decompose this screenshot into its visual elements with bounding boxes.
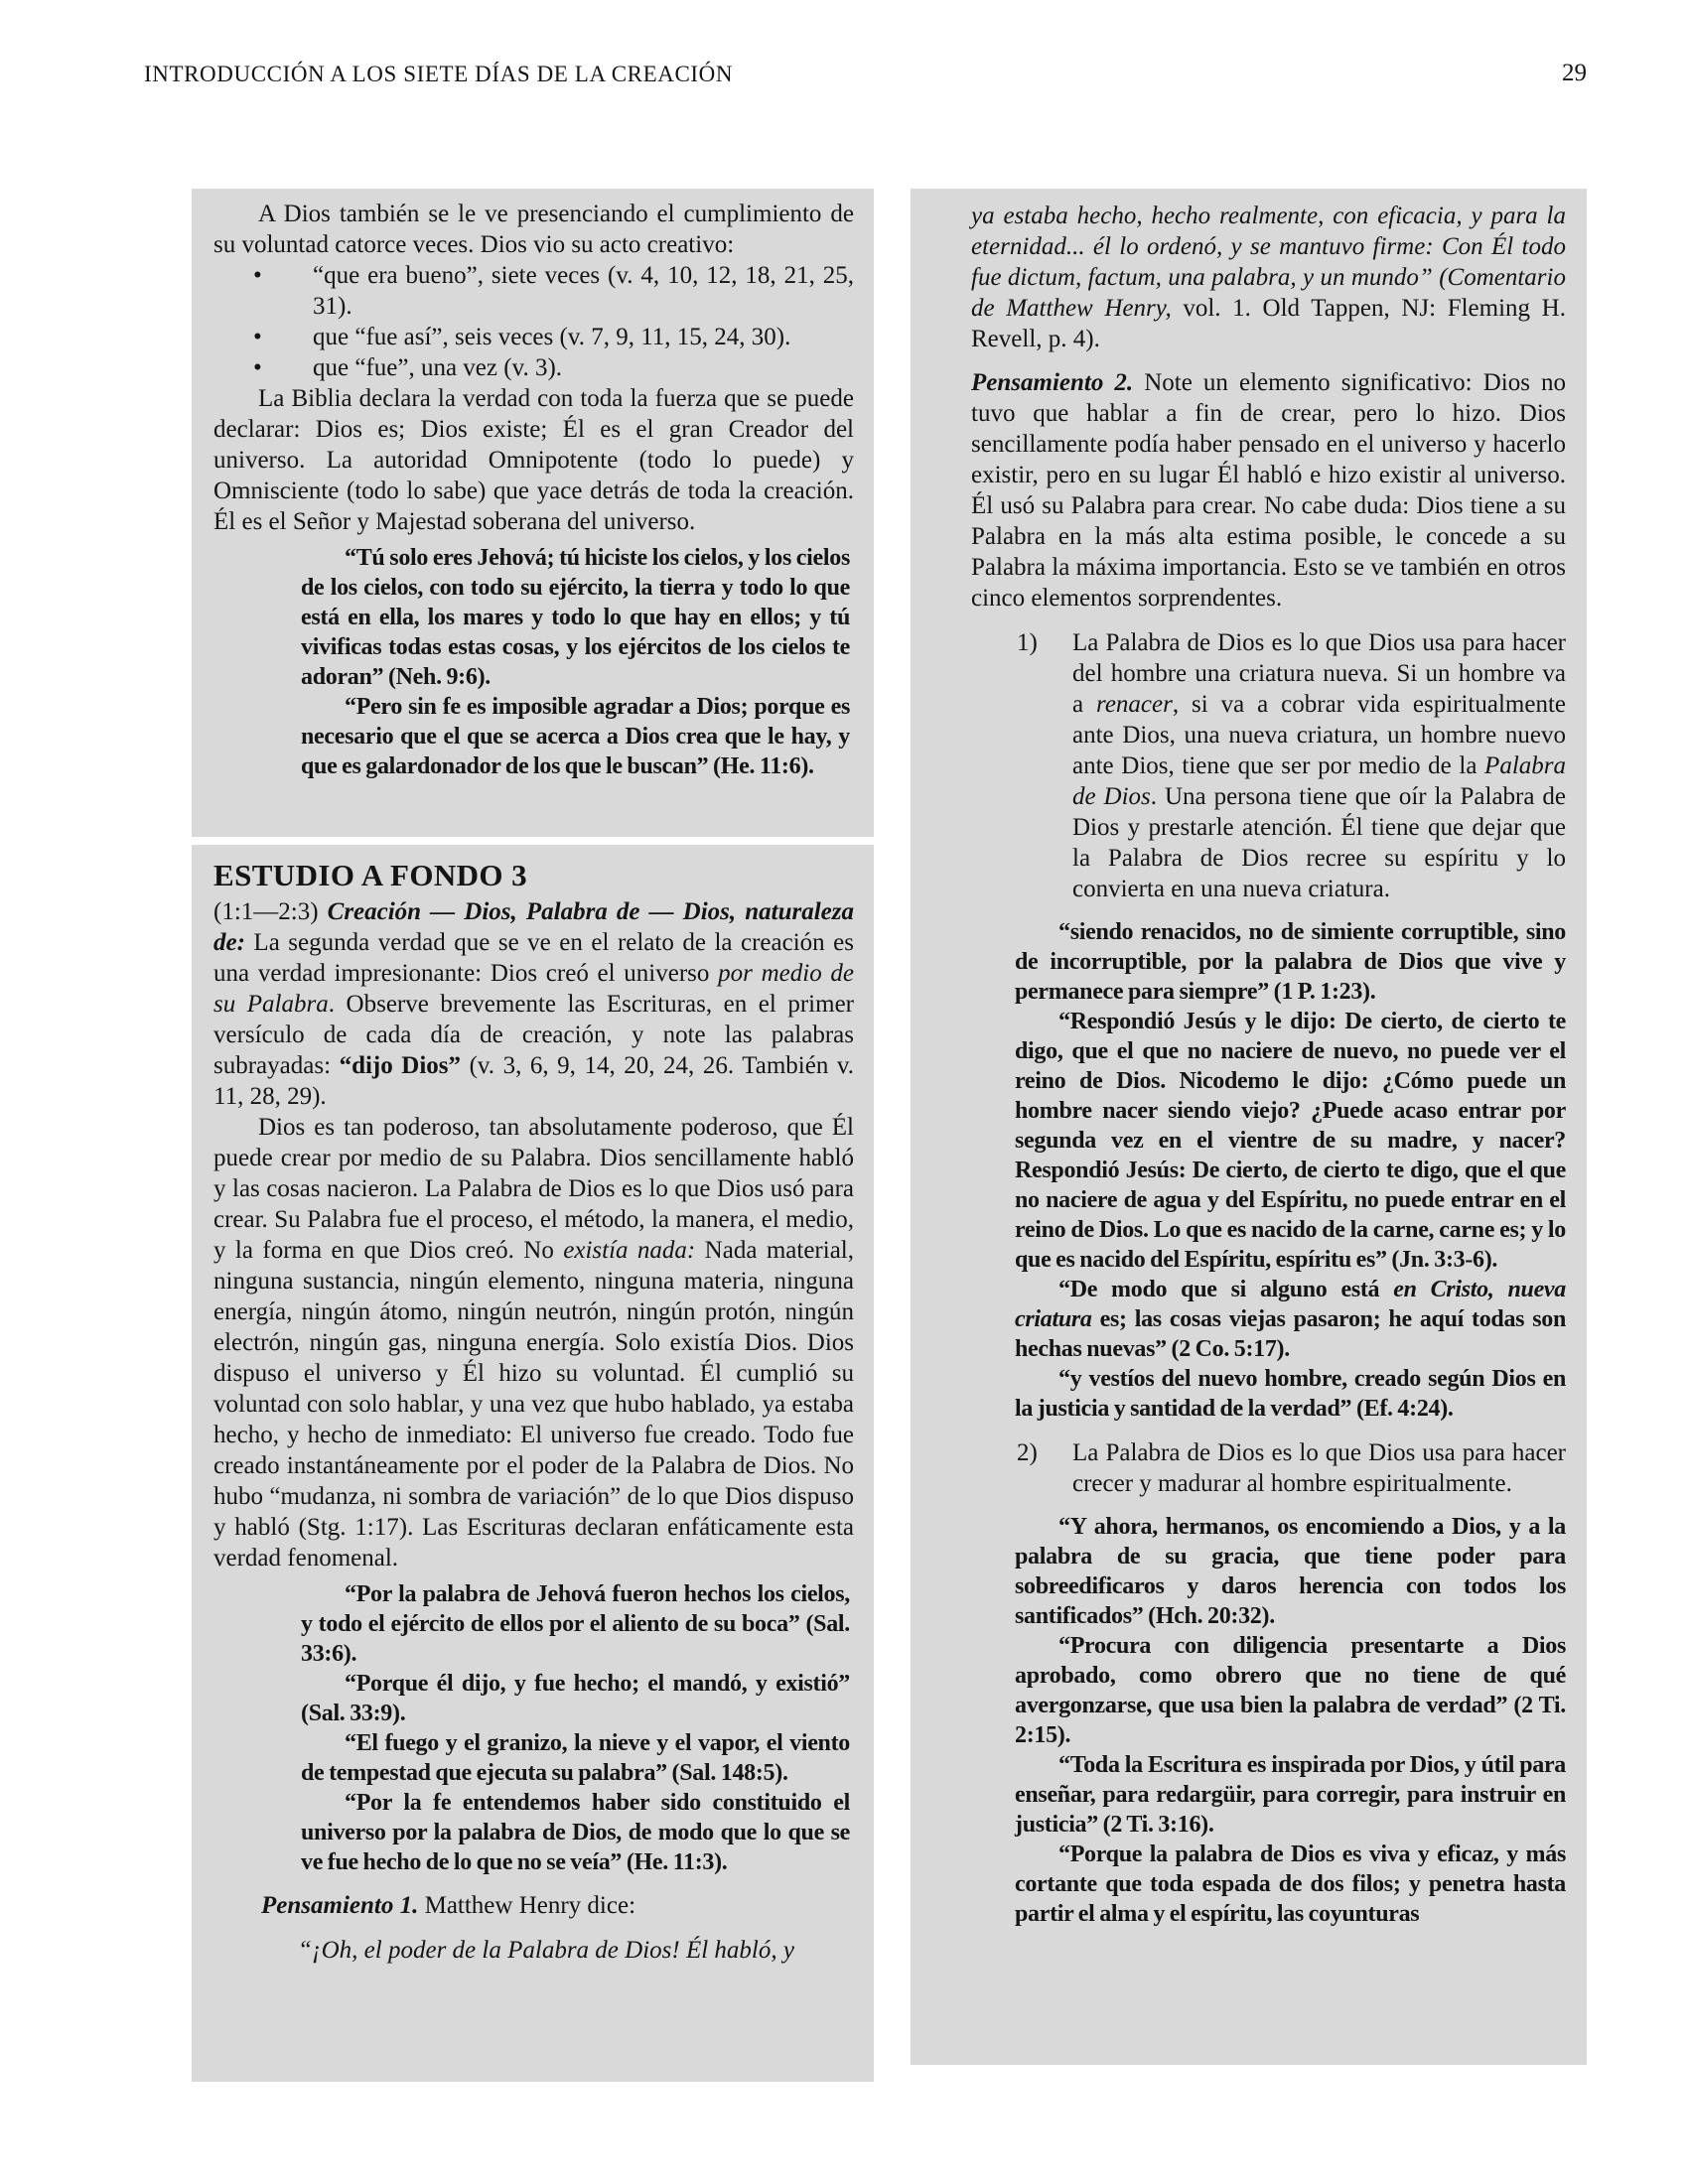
thought-paragraph (261, 1890, 854, 1921)
commentary-quote: “¡Oh, el poder de la Palabra de Dios! Él habló, y (298, 1937, 794, 1964)
verse-ref: (1:1—2:3) (213, 898, 328, 925)
section-heading: ESTUDIO A FONDO 3 (213, 858, 527, 892)
text-run-bold: “dijo Dios” (339, 1052, 462, 1079)
scripture-quote: “Toda la Escritura es inspirada por Dios, y útil para enseñar, para redargüir, para corregir, para instruir en justicia” (2 Ti. 3:16). (1015, 1752, 1566, 1838)
bullet-text: que “fue”, una vez (v. 3). (313, 354, 563, 381)
item-number: 2) (1017, 1439, 1038, 1466)
scripture-quote: “y vestíos del nuevo hombre, creado según Dios en la justicia y santidad de la verdad” (Ef. 4:24). (1015, 1366, 1566, 1422)
text-run: , si va a cobrar vida espiritualmente ante Dios, una nueva criatura, un hombre nuevo ante Dios, tiene que ser por medio de la (1072, 691, 1566, 779)
text-run-italic: ya estaba hecho, hecho realmente, con eficacia, y para la eternidad... él lo ordenó, y se mantuvo firme: Con Él todo fue dictum, factum, una palabra, y un mundo” (Comentario de Matthew Henry, (971, 203, 1566, 322)
thought-paragraph (971, 367, 1566, 614)
scripture-quote: “Por la palabra de Jehová fueron hechos los cielos, y todo el ejército de ellos por el aliento de su boca” (Sal. 33:6). (301, 1581, 850, 1667)
scripture-quote: “Respondió Jesús y le dijo: De cierto, de cierto te digo, que el que no naciere de nuevo, no puede ver el reino de Dios. Nicodemo le dijo: ¿Cómo puede un hombre nacer siendo viejo? ¿Puede acaso entrar por segunda vez en el vientre de su madre, y nacer? Respondió Jesús: De cierto, de cierto te digo, que el que no naciere de agua y del Espíritu, no puede entrar en el reino de Dios. Lo que es nacido de la carne, carne es; y lo que es nacido del Espíritu, espíritu es” (Jn. 3:3-6). (1015, 1009, 1566, 1273)
text-run: Note un elemento significativo: Dios no tuvo que hablar a fin de crear, pero lo hizo. Dios sencillamente podía haber pensado en el universo y hacerlo existir, pero en su lugar Él habló e hizo existir al universo. Él usó su Palabra para crear. No cabe duda: Dios tiene a su Palabra en la más alta estima posible, le concede a su Palabra la máxima importancia. Esto se ve también en otros cinco elementos sorprendentes. (971, 369, 1566, 612)
scripture-quote: “Procura con diligencia presentarte a Dios aprobado, como obrero que no tiene de qué avergonzarse, que usa bien la palabra de verdad” (2 Ti. 2:15). (1015, 1633, 1566, 1748)
scripture-quote: “Pero sin fe es imposible agradar a Dios; porque es necesario que el que se acerca a Dios crea que le hay, y que es galardonador de los que le buscan” (He. 11:6). (301, 694, 850, 779)
text-run-italic: existía nada: (563, 1237, 696, 1264)
right-shaded-box-estudio-continuation (911, 189, 1587, 2065)
text-run: es; las cosas viejas pasaron; he aquí todas son hechas nuevas” (2 Co. 5:17). (1015, 1306, 1566, 1362)
text-run: Matthew Henry dice: (418, 1892, 636, 1919)
scripture-quote: “Porque la palabra de Dios es viva y eficaz, y más cortante que toda espada de dos filos; y penetra hasta partir el alma y el espíritu, las coyunturas (1015, 1842, 1566, 1927)
scripture-quote: “siendo renacidos, no de simiente corruptible, sino de incorruptible, por la palabra de Dios que vive y permanece para siempre” (1 P. 1:23). (1015, 919, 1566, 1005)
paragraph: La Biblia declara la verdad con toda la fuerza que se puede declarar: Dios es; Dios existe; Él es el gran Creador del universo. La autoridad Omnipotente (todo lo puede) y Omnisciente (todo lo sabe) que yace detrás de toda la creación. Él es el Señor y Majestad soberana del universo. (213, 385, 854, 535)
scripture-quote: “Porque él dijo, y fue hecho; el mandó, y existió” (Sal. 33:9). (301, 1671, 850, 1726)
bullet-item (253, 260, 854, 322)
numbered-item (1017, 1437, 1566, 1499)
item-number: 1) (1017, 629, 1038, 656)
bullet-text: “que era bueno”, siete veces (v. 4, 10, 12, 18, 21, 25, 31). (313, 262, 854, 320)
scripture-quote (1015, 1275, 1566, 1364)
thought-label: Pensamiento 2. (971, 369, 1134, 396)
paragraph (213, 896, 854, 1112)
numbered-item (1017, 627, 1567, 904)
bullet-icon: • (253, 354, 262, 381)
text-run: vol. 1. Old Tappen, NJ: Fleming H. Revell, p. 4). (971, 295, 1566, 352)
text-run: (v. 3, 6, 9, 14, 20, 24, 26. También v. 11, 28, 29). (213, 1052, 854, 1110)
left-shaded-box-previous-section (192, 189, 874, 837)
text-run: La Palabra de Dios es lo que Dios usa para hacer crecer y madurar al hombre espiritualmente. (1072, 1439, 1566, 1497)
text-run: . Observe brevemente las Escrituras, en el primer versículo de cada día de creación, y note las palabras subrayadas: (213, 991, 854, 1079)
scripture-quote: “Por la fe entendemos haber sido constituido el universo por la palabra de Dios, de modo que lo que se ve fue hecho de lo que no se veía” (He. 11:3). (301, 1790, 850, 1875)
topic-lead: Creación — Dios, Palabra de — Dios, naturaleza de: (213, 898, 854, 956)
text-run-italic: por medio de su Palabra (213, 960, 855, 1018)
page-number: 29 (1562, 60, 1587, 86)
text-run: . Una persona tiene que oír la Palabra de Dios y prestarle atención. Él tiene que dejar que la Palabra de Dios recree su espíritu y lo convierta en una nueva criatura. (1072, 783, 1567, 902)
bullet-icon: • (253, 324, 262, 350)
bullet-icon: • (253, 262, 262, 289)
running-header-title: INTRODUCCIÓN A LOS SIETE DÍAS DE LA CREACIÓN (144, 62, 734, 86)
paragraph (213, 1112, 854, 1573)
text-run-italic: en Cristo, nueva criatura (1015, 1277, 1566, 1332)
text-run: La segunda verdad que se ve en el relato de la creación es una verdad impresionante: Dios creó el universo (213, 929, 854, 987)
bullet-item (253, 352, 854, 383)
scripture-quote: “El fuego y el granizo, la nieve y el vapor, el viento de tempestad que ejecuta su palabra” (Sal. 148:5). (301, 1730, 850, 1786)
bullet-item (253, 322, 854, 352)
bullet-text: que “fue así”, seis veces (v. 7, 9, 11, 15, 24, 30). (313, 324, 791, 350)
text-run: La Palabra de Dios es lo que Dios usa para hacer del hombre una criatura nueva. Si un hombre va a (1072, 629, 1566, 718)
text-run-italic: renacer (1096, 691, 1173, 718)
text-run: Nada material, ninguna sustancia, ningún elemento, ninguna materia, ninguna energía, ningún átomo, ningún neutrón, ningún protón, ningún electrón, ningún gas, ninguna energía. Solo existía Dios. Dios dispuso el universo y Él hizo su voluntad. Él cumplió su voluntad con solo hablar, y una vez que hubo hablado, ya estaba hecho, y hecho de inmediato: El universo fue creado. Todo fue creado instantáneamente por el poder de la Palabra de Dios. No hubo “mudanza, ni sombra de variación” de lo que Dios dispuso y habló (Stg. 1:17). Las Escrituras declaran enfáticamente esta verdad fenomenal. (213, 1237, 854, 1571)
left-shaded-box-estudio-a-fondo (192, 845, 874, 2082)
paragraph: A Dios también se le ve presenciando el cumplimiento de su voluntad catorce veces. Dios vio su acto creativo: (213, 201, 854, 258)
text-run: Dios es tan poderoso, tan absolutamente poderoso, que Él puede crear por medio de su Palabra. Dios sencillamente habló y las cosas nacieron. La Palabra de Dios es lo que Dios usó para crear. Su Palabra fue el proceso, el método, la manera, el medio, y la forma en que Dios creó. No (213, 1114, 854, 1264)
thought-label: Pensamiento 1. (261, 1892, 419, 1919)
text-run: “De modo que si alguno está (1058, 1277, 1394, 1302)
scripture-quote: “Tú solo eres Jehová; tú hiciste los cielos, y los cielos de los cielos, con todo su ejército, la tierra y todo lo que está en ella, los mares y todo lo que hay en ellos; y tú vivificas todas estas cosas, y los ejércitos de los cielos te adoran” (Neh. 9:6). (301, 545, 850, 690)
text-run-italic: Palabra de Dios (1072, 752, 1566, 810)
scripture-quote: “Y ahora, hermanos, os encomiendo a Dios, y a la palabra de su gracia, que tiene poder para sobreedificaros y daros herencia con todos los santificados” (Hch. 20:32). (1015, 1514, 1566, 1629)
commentary-quote-continuation (971, 201, 1566, 354)
